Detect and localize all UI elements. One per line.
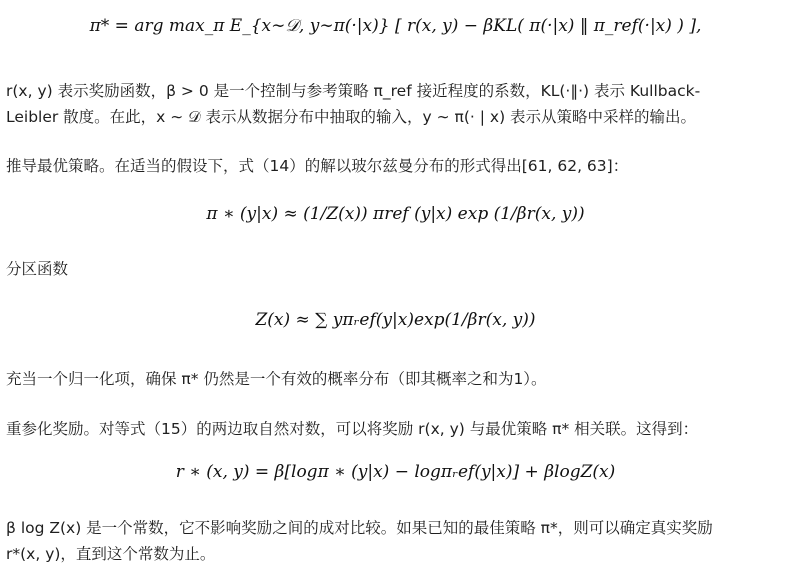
reparameterized-reward-equation: r ∗ (x, y) = β[logπ ∗ (y|x) − logπᵣef(y|x)] + βlogZ(x) xyxy=(175,462,616,482)
paragraph-normalization: 充当一个归一化项，确保 π* 仍然是一个有效的概率分布（即其概率之和为1）。 xyxy=(6,370,547,388)
paragraph-partition-function: 分区函数 xyxy=(6,260,69,278)
objective-equation: π* = arg max_π E_{x∼𝒟, y∼π(·|x)} [ r(x, y) − βKL( π(·|x) ‖ π_ref(·|x) ) ], xyxy=(89,16,702,36)
paragraph-reward-definition-line2: Leibler 散度。在此，x ∼ 𝒟 表示从数据分布中抽取的输入，y ∼ π(· | x) 表示从策略中采样的输出。 xyxy=(6,108,697,126)
paragraph-constant-line2: r*(x, y)，直到这个常数为止。 xyxy=(6,545,216,563)
partition-function-equation: Z(x) ≈ ∑ yπᵣef(y|x)exp(1/βr(x, y)) xyxy=(255,310,536,330)
paragraph-constant-line1: β log Z(x) 是一个常数，它不影响奖励之间的成对比较。如果已知的最佳策略 π*，则可以确定真实奖励 xyxy=(6,519,713,537)
optimal-policy-equation: π ∗ (y|x) ≈ (1/Z(x)) πref (y|x) exp (1/βr(x, y)) xyxy=(206,204,585,224)
paragraph-reward-definition-line1: r(x, y) 表示奖励函数，β > 0 是一个控制与参考策略 π_ref 接近程度的系数，KL(·‖·) 表示 Kullback- xyxy=(6,82,701,100)
paragraph-reparameterize-reward: 重参化奖励。对等式（15）的两边取自然对数，可以将奖励 r(x, y) 与最优策略 π* 相关联。这得到： xyxy=(6,420,699,438)
paragraph-derive-optimal-policy: 推导最优策略。在适当的假设下，式（14）的解以玻尔兹曼分布的形式得出[61, 62, 63]： xyxy=(6,157,629,175)
